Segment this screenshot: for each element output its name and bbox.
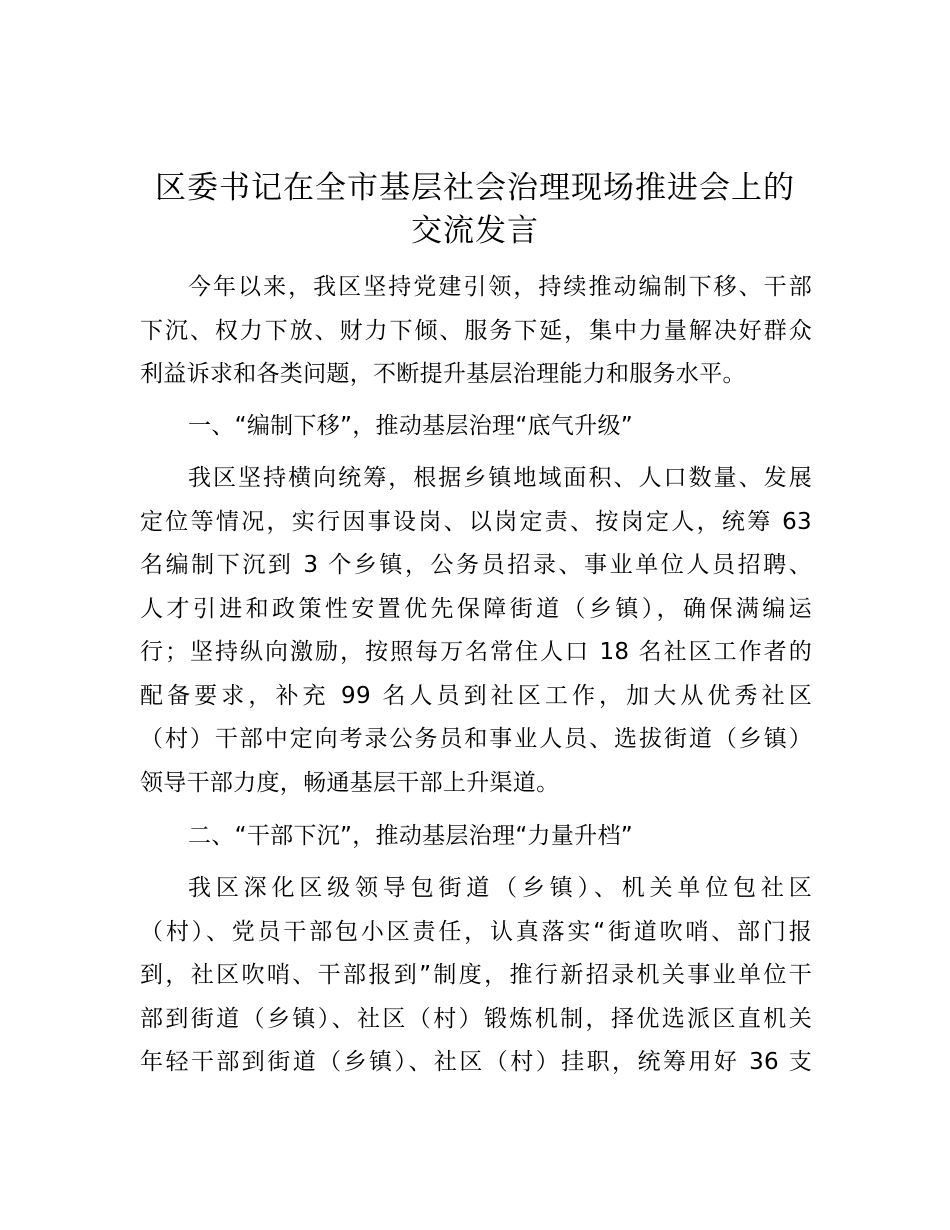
section1-heading: 一、“编制下移”，推动基层治理“底气升级” — [188, 413, 633, 439]
paragraph-line: 领导干部力度，畅通基层干部上升渠道。 — [140, 769, 560, 796]
paragraph-line: （村）、党员干部包小区责任，认真落实“街道吹哨、部门报 — [140, 918, 812, 945]
document-title-line2: 交流发言 — [411, 213, 539, 249]
document-title-line1: 区委书记在全市基层社会治理现场推进会上的 — [155, 170, 795, 206]
intro-paragraph — [140, 266, 812, 397]
paragraph-line: 年轻干部到街道（乡镇）、社区（村）挂职，统筹用好 36 支 — [140, 1049, 812, 1075]
paragraph-line: 名编制下沉到 3 个乡镇，公务员招录、事业单位人员招聘、 — [140, 552, 812, 578]
paragraph-line: 下沉、权力下放、财力下倾、服务下延，集中力量解决好群众 — [140, 317, 812, 344]
paragraph-line: （村）干部中定向考录公务员和事业人员、选拔街道（乡镇） — [140, 726, 812, 752]
section2-paragraph — [140, 867, 812, 1085]
paragraph-line: 我区深化区级领导包街道（乡镇）、机关单位包社区 — [188, 875, 812, 901]
paragraph-line: 部到街道（乡镇）、社区（村）锻炼机制，择优选派区直机关 — [140, 1005, 812, 1032]
paragraph-line: 今年以来，我区坚持党建引领，持续推动编制下移、干部 — [188, 274, 812, 300]
paragraph-line: 行；坚持纵向激励，按照每万名常住人口 18 名社区工作者的 — [140, 639, 812, 665]
paragraph-line: 到，社区吹哨、干部报到”制度，推行新招录机关事业单位干 — [140, 962, 812, 988]
section1-paragraph — [140, 457, 812, 805]
paragraph-line: 人才引进和政策性安置优先保障街道（乡镇），确保满编运 — [140, 595, 812, 622]
paragraph-line: 定位等情况，实行因事设岗、以岗定责、按岗定人，统筹 63 — [140, 508, 812, 535]
section2-heading: 二、“干部下沉”，推动基层治理“力量升档” — [188, 823, 633, 849]
paragraph-line: 配备要求，补充 99 名人员到社区工作，加大从优秀社区 — [140, 682, 812, 709]
paragraph-line: 利益诉求和各类问题，不断提升基层治理能力和服务水平。 — [140, 361, 746, 387]
paragraph-line: 我区坚持横向统筹，根据乡镇地域面积、人口数量、发展 — [188, 465, 812, 491]
